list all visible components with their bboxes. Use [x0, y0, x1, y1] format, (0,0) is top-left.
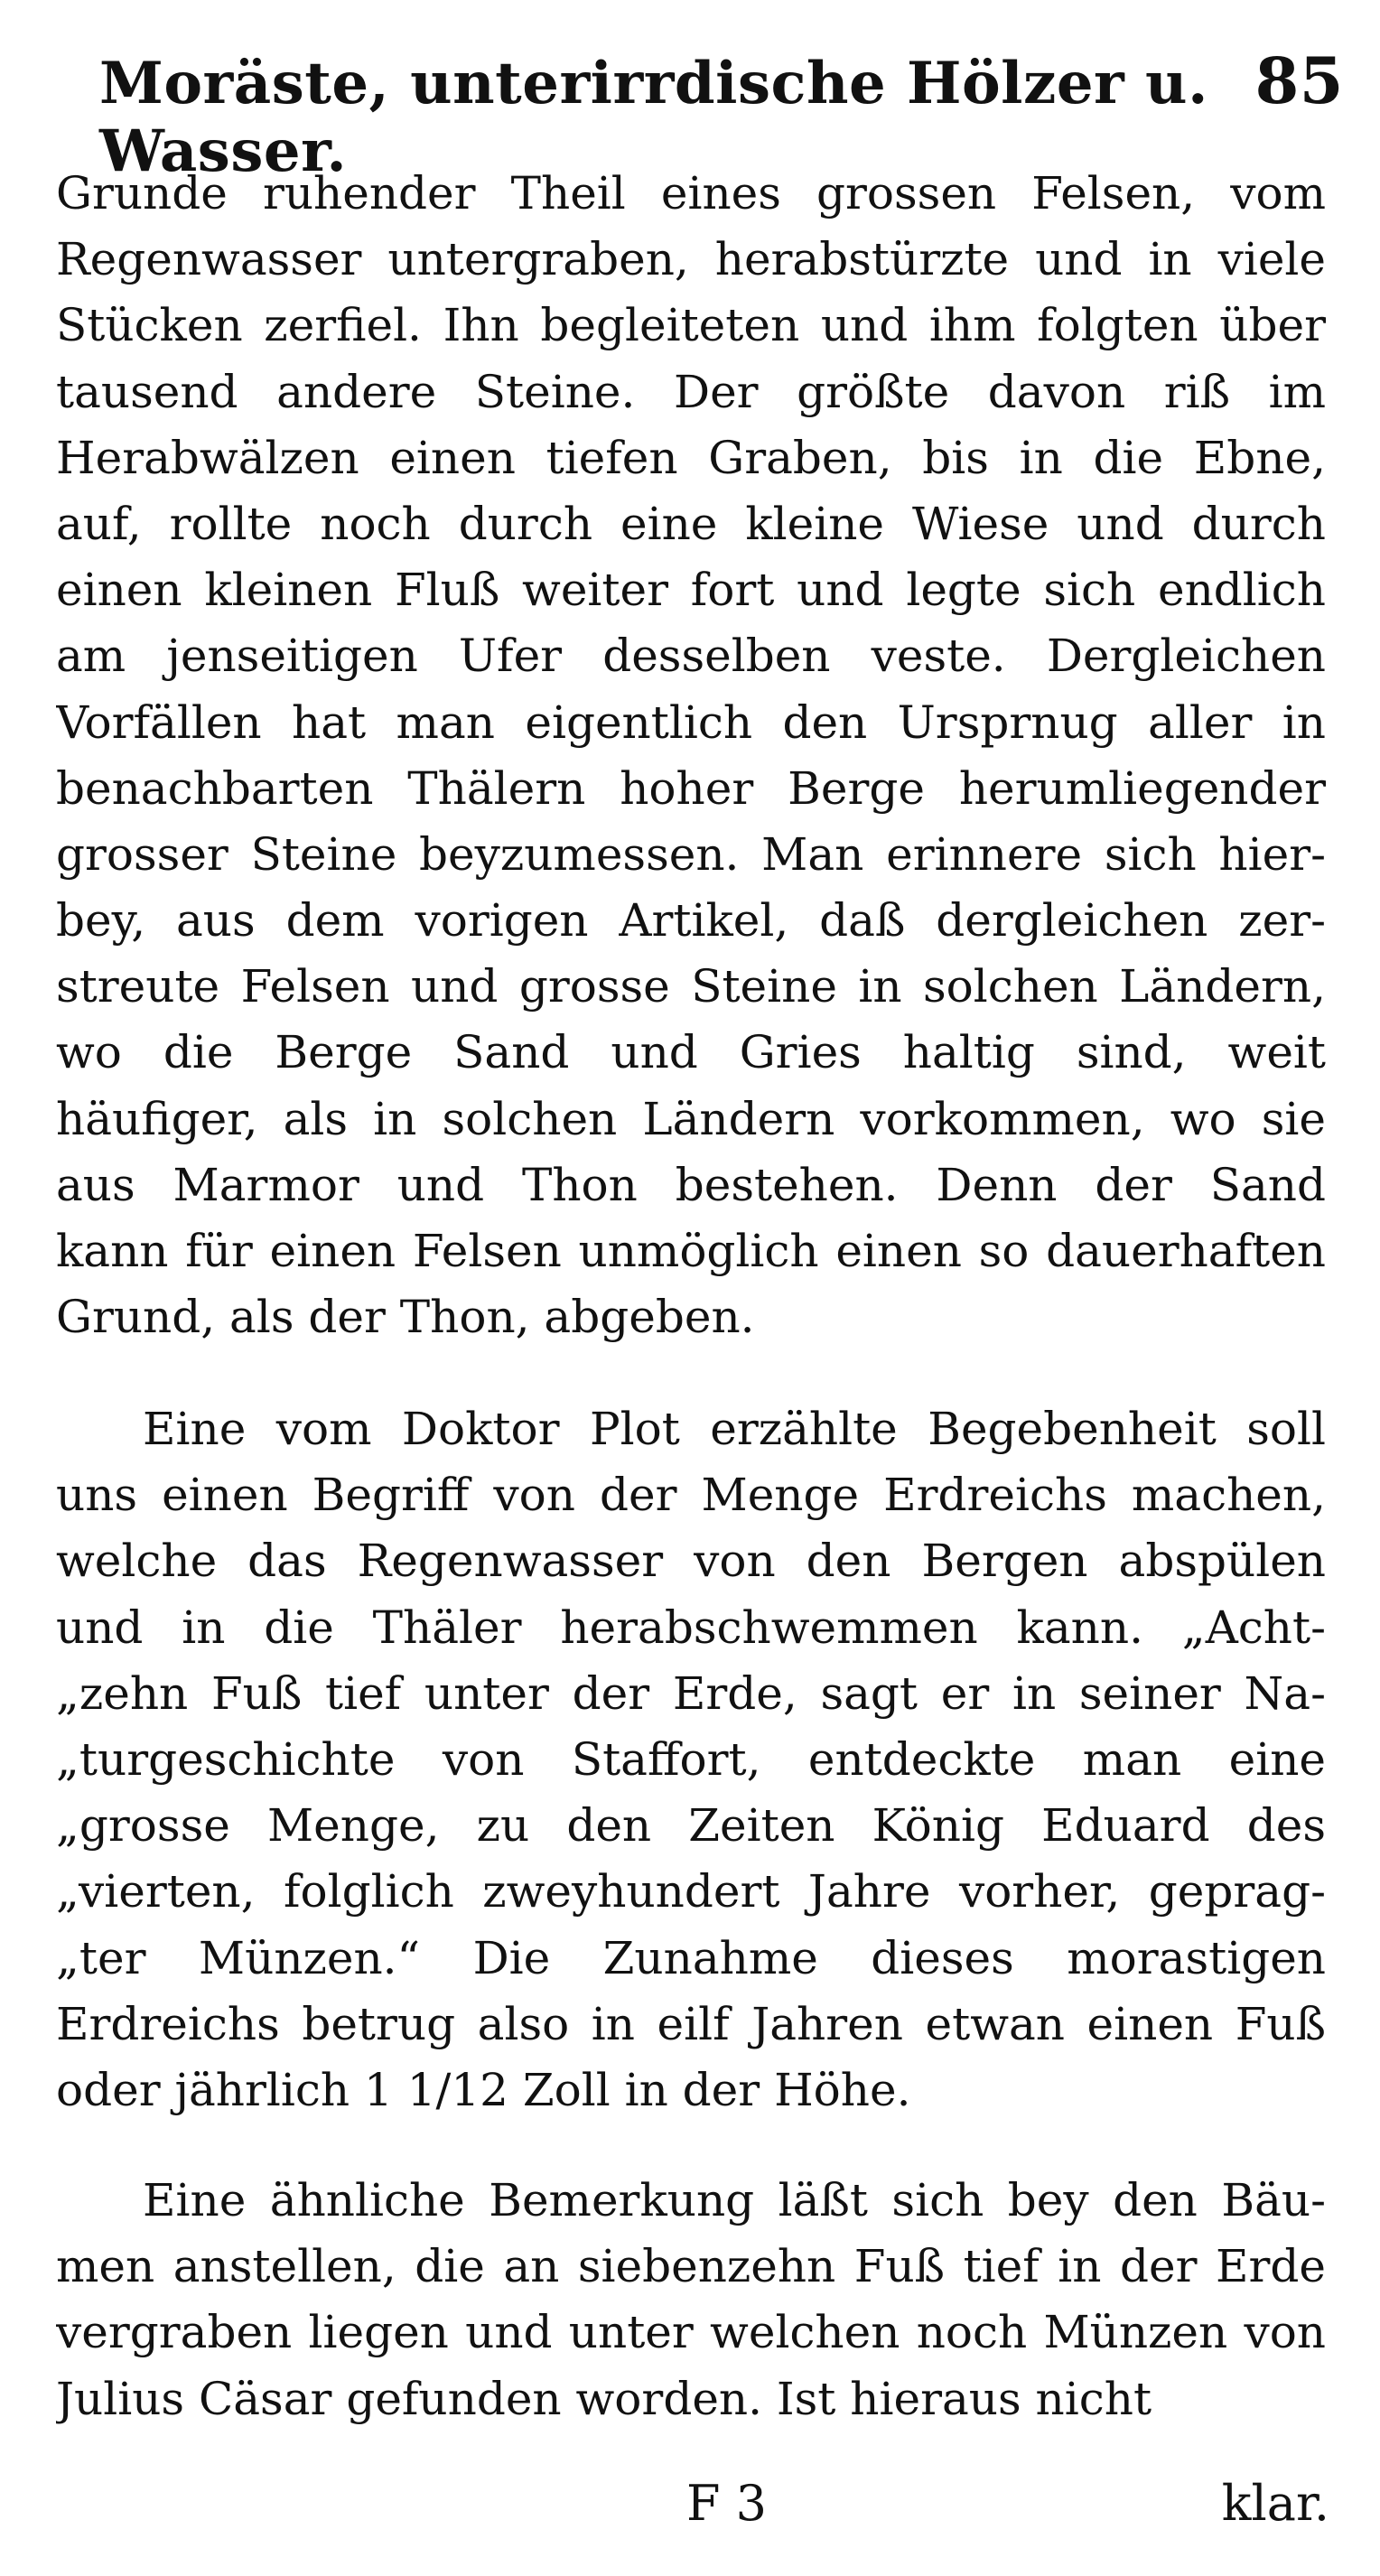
text-line: benachbarten Thälern hoher Berge herumliegender: [56, 761, 1326, 815]
text-line: bey, aus dem vorigen Artikel, daß dergleichen zer-: [56, 894, 1326, 947]
text-line: grosser Steine beyzumessen. Man erinnere sich hier-: [56, 827, 1326, 881]
text-line: wo die Berge Sand und Gries haltig sind, weit: [56, 1026, 1326, 1079]
page-footer: [0, 2475, 1380, 2556]
text-line: men anstellen, die an siebenzehn Fuß tief in der Erde: [56, 2240, 1326, 2293]
text-line: streute Felsen und grosse Steine in solchen Ländern,: [56, 960, 1326, 1013]
paragraph-3: [56, 2168, 1326, 2432]
catchword: klar.: [1221, 2475, 1329, 2532]
text-line: tausend andere Steine. Der größte davon riß im: [56, 365, 1326, 418]
text-line: Herabwälzen einen tiefen Graben, bis in die Ebne,: [56, 431, 1326, 484]
text-line: oder jährlich 1 1/12 Zoll in der Höhe.: [56, 2063, 911, 2116]
text-line: „vierten, folglich zweyhundert Jahre vorher, geprag-: [56, 1865, 1326, 1918]
text-line: auf, rollte noch durch eine kleine Wiese und durch: [56, 497, 1326, 550]
text-line: Grund, als der Thon, abgeben.: [56, 1291, 755, 1344]
text-line: Stücken zerfiel. Ihn begleiteten und ihm folgten über: [56, 299, 1326, 352]
text-line: Grunde ruhender Theil eines grossen Felsen, vom: [56, 167, 1326, 219]
signature-mark: F 3: [686, 2475, 767, 2532]
text-line: „ter Münzen.“ Die Zunahme dieses morastigen: [56, 1931, 1326, 1984]
page-number: 85: [1254, 43, 1344, 118]
text-line: am jenseitigen Ufer desselben veste. Dergleichen: [56, 630, 1326, 683]
text-line: Erdreichs betrug also in eilf Jahren etwan einen Fuß: [56, 1997, 1326, 2050]
text-line: kann für einen Felsen unmöglich einen so dauerhaften: [56, 1225, 1326, 1277]
text-line: Regenwasser untergraben, herabstürzte und in viele: [56, 233, 1326, 286]
text-line: häufiger, als in solchen Ländern vorkommen, wo sie: [56, 1092, 1326, 1145]
text-line: welche das Regenwasser von den Bergen abspülen: [56, 1535, 1326, 1588]
running-header: [99, 43, 1344, 185]
text-line: Vorfällen hat man eigentlich den Ursprnug aller in: [56, 695, 1326, 749]
text-line: Eine vom Doktor Plot erzählte Begebenheit soll: [143, 1403, 1326, 1455]
text-line: einen kleinen Fluß weiter fort und legte sich endlich: [56, 564, 1326, 617]
text-line: und in die Thäler herabschwemmen kann. „Acht-: [56, 1601, 1326, 1654]
text-line: „zehn Fuß tief unter der Erde, sagt er in seiner Na-: [56, 1666, 1326, 1720]
text-line: aus Marmor und Thon bestehen. Denn der Sand: [56, 1158, 1326, 1211]
paragraph-2: [56, 1396, 1326, 2123]
running-title: Moräste, unterirrdische Hölzer u. Wasser.: [99, 50, 1208, 185]
text-line: vergraben liegen und unter welchen noch Münzen von: [56, 2306, 1326, 2359]
text-line: Julius Cäsar gefunden worden. Ist hieraus nicht: [56, 2372, 1152, 2425]
text-line: Eine ähnliche Bemerkung läßt sich bey den Bäu-: [143, 2174, 1326, 2226]
paragraph-1: [56, 161, 1326, 1350]
text-line: „grosse Menge, zu den Zeiten König Eduard des: [56, 1799, 1326, 1853]
text-line: uns einen Begriff von der Menge Erdreichs machen,: [56, 1469, 1326, 1522]
text-line: „turgeschichte von Staffort, entdeckte man eine: [56, 1732, 1326, 1786]
